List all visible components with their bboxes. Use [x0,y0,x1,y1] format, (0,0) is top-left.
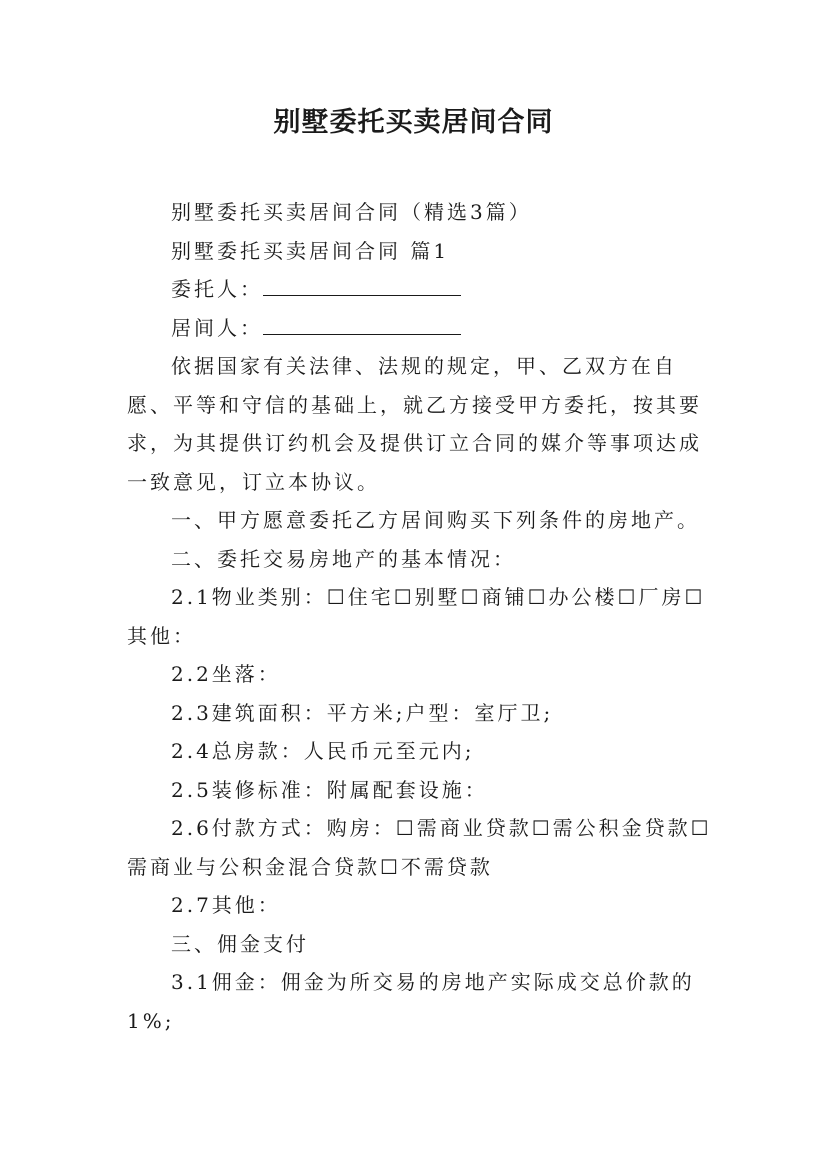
paragraph-clause-3: 三、佣金支付 [171,931,309,956]
paragraph-payment-method: 2.6付款方式：购房：☐需商业贷款☐需公积金贷款☐需商业与公积金混合贷款☐不需贷款 [127,816,712,879]
principal-label: 委托人： [171,277,263,301]
principal-blank-underline [263,271,461,296]
paragraph-subtitle: 别墅委托买卖居间合同（精选3篇） [171,200,532,224]
document-body [127,193,715,1040]
paragraph-commission: 3.1佣金：佣金为所交易的房地产实际成交总价款的1%; [127,970,695,1033]
document-title: 别墅委托买卖居间合同 [273,107,554,138]
paragraph-section-heading: 别墅委托买卖居间合同 篇1 [171,238,450,263]
paragraph-clause-2: 二、委托交易房地产的基本情况： [171,546,516,571]
paragraph-property-type: 2.1物业类别：☐住宅☐别墅☐商铺☐办公楼☐厂房☐其他： [127,585,706,648]
paragraph-preamble: 依据国家有关法律、法规的规定，甲、乙双方在自愿、平等和守信的基础上，就乙方接受甲方委托，按其要求，为其提供订约机会及提供订立合同的媒介等事项达成一致意见，订立本协议。 [127,354,702,494]
paragraph-other: 2.7其他： [171,893,281,917]
intermediary-label: 居间人： [171,315,263,340]
paragraph-floor-area: 2.3建筑面积：平方米;户型：室厅卫; [171,700,554,725]
paragraph-clause-1: 一、甲方愿意委托乙方居间购买下列条件的房地产。 [171,508,700,532]
paragraph-total-price: 2.4总房款：人民币元至元内; [171,739,475,763]
principal-line [127,270,715,309]
intermediary-line [127,309,715,348]
paragraph-decoration: 2.5装修标准：附属配套设施： [171,777,488,802]
intermediary-blank-underline [263,310,461,335]
paragraph-location: 2.2坐落： [171,662,281,686]
